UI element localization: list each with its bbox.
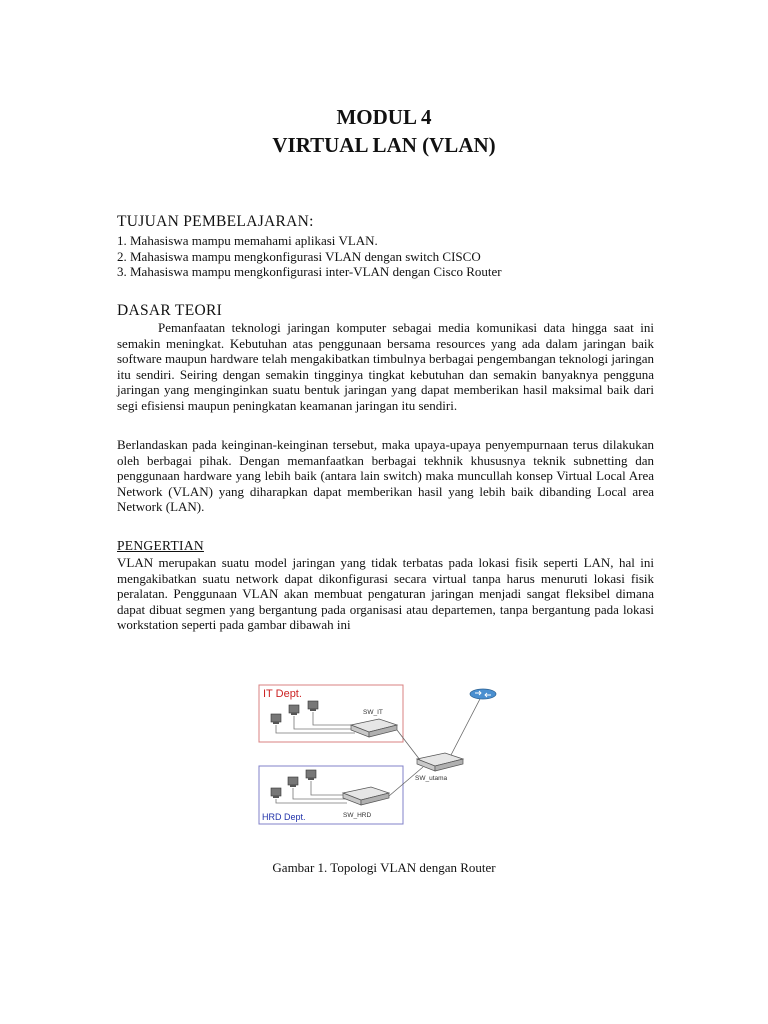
sw-hrd-label: SW_HRD (343, 812, 372, 819)
router-icon (470, 689, 496, 699)
topology-diagram (255, 677, 510, 827)
it-dept-label: IT Dept. (263, 688, 302, 700)
vlan-topology-figure (255, 677, 510, 827)
objectives-heading: TUJUAN PEMBELAJARAN: (117, 213, 314, 230)
objective-item: 3. Mahasiswa mampu mengkonfigurasi inter-VLAN dengan Cisco Router (117, 264, 502, 279)
theory-heading: DASAR TEORI (117, 302, 223, 319)
definition-heading: PENGERTIAN (117, 538, 204, 553)
sw-it-label: SW_IT (363, 709, 383, 716)
theory-paragraph-1: Pemanfaatan teknologi jaringan komputer sebagai media komunikasi data hingga saat ini semakin meningkat. Kebutuhan atas penggunaan bersama resources yang ada dalam jaringan baik software maupun hardware telah mengakibatkan timbulnya berbagai pengembangan teknologi jaringan itu sendiri. Seiring dengan semakin tingginya tingkat kebutuhan dan semakin banyaknya pengguna jaringan yang menginginkan suatu bentuk jaringan yang dapat memberikan hasil maksimal baik dari segi efisiensi maupun peningkatan keamanan jaringan itu sendiri. (117, 320, 654, 413)
theory-paragraph-2: Berlandaskan pada keinginan-keinginan tersebut, maka upaya-upaya penyempurnaan terus dilakukan oleh berbagai pihak. Dengan memanfaatkan berbagai tekhnik khususnya teknik subnetting dan penggunaan hardware yang lebih baik (antara lain switch) maka muncullah konsep Virtual Local Area Network (VLAN) yang diharapkan dapat memberikan hasil yang lebih baik dibanding Local area Network (LAN). (117, 437, 654, 514)
objective-item: 2. Mahasiswa mampu mengkonfigurasi VLAN dengan switch CISCO (117, 248, 481, 264)
objectives-list (117, 233, 502, 280)
hrd-dept-label: HRD Dept. (262, 812, 306, 822)
figure-caption: Gambar 1. Topologi VLAN dengan Router (272, 860, 496, 875)
objective-item: 1. Mahasiswa mampu memahami aplikasi VLAN. (117, 233, 378, 248)
switch-icon (417, 753, 463, 771)
module-title: VIRTUAL LAN (VLAN) (272, 133, 496, 157)
definition-paragraph: VLAN merupakan suatu model jaringan yang tidak terbatas pada lokasi fisik seperti LAN, hal ini mengakibatkan suatu network dapat dikonfigurasi secara virtual tanpa harus menuruti lokasi fisik peralatan. Penggunaan VLAN akan membuat pengaturan jaringan menjadi sangat fleksibel dimana dapat dibuat segmen yang bergantung pada organisasi atau departemen, tanpa bergantung pada lokasi workstation seperti pada gambar dibawah ini (117, 555, 654, 632)
sw-main-label: SW_utama (415, 775, 448, 782)
module-number: MODUL 4 (336, 105, 432, 129)
